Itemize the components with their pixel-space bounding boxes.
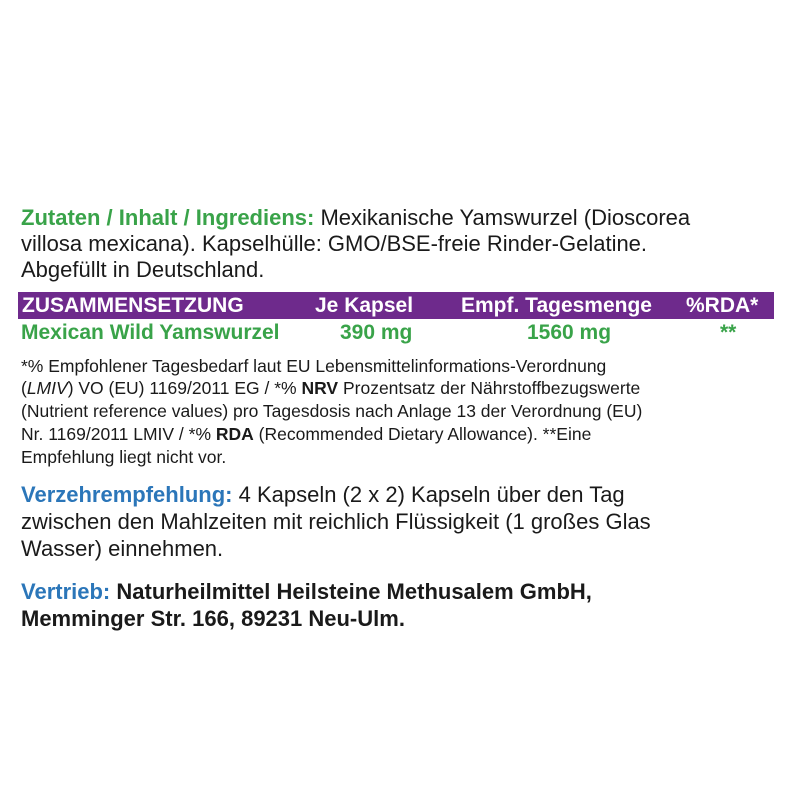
- header-daily-amount: Empf. Tagesmenge: [461, 294, 652, 317]
- recommendation-line-1: [21, 481, 625, 508]
- recommendation-line-3: Wasser) einnehmen.: [21, 536, 224, 561]
- ingredients-line-1: [21, 205, 690, 231]
- recommendation-line-2: zwischen den Mahlzeiten mit reichlich Flüssigkeit (1 großes Glas: [21, 509, 651, 534]
- footnote-text: Nr. 1169/2011 LMIV / *%: [21, 424, 216, 444]
- footnote-line-2: [21, 377, 640, 399]
- row-daily-amount: 1560 mg: [527, 321, 612, 344]
- footnote-line-1: *% Empfohlener Tagesbedarf laut EU Lebensmittelinformations-Verordnung: [21, 356, 607, 376]
- footnote-line-3: (Nutrient reference values) pro Tagesdosis nach Anlage 13 der Verordnung (EU): [21, 401, 643, 421]
- footnote-text: Prozentsatz der Nährstoffbezugswerte: [338, 378, 641, 398]
- row-per-capsule: 390 mg: [340, 321, 413, 344]
- ingredients-label: Zutaten / Inhalt / Ingrediens:: [21, 205, 315, 230]
- row-ingredient-name: Mexican Wild Yamswurzel: [21, 321, 280, 344]
- footnote-text: (: [21, 378, 27, 398]
- footnote-nrv: NRV: [301, 378, 339, 398]
- ingredients-line-3: Abgefüllt in Deutschland.: [21, 257, 265, 282]
- composition-table-header: [18, 292, 774, 319]
- distribution-line-2: Memminger Str. 166, 89231 Neu-Ulm.: [21, 606, 405, 631]
- ingredients-line-2: villosa mexicana). Kapselhülle: GMO/BSE-freie Rinder-Gelatine.: [21, 231, 648, 256]
- header-rda: %RDA*: [686, 294, 759, 317]
- distribution-label: Vertrieb:: [21, 579, 111, 604]
- distribution-text: Naturheilmittel Heilsteine Methusalem GmbH,: [110, 579, 592, 604]
- recommendation-label: Verzehrempfehlung:: [21, 482, 233, 507]
- distribution-line-1: [21, 578, 592, 605]
- footnote-line-4: [21, 423, 591, 445]
- recommendation-text: 4 Kapseln (2 x 2) Kapseln über den Tag: [232, 482, 625, 507]
- header-per-capsule: Je Kapsel: [315, 294, 414, 317]
- footnote-line-5: Empfehlung liegt nicht vor.: [21, 447, 227, 467]
- footnote-text: ) VO (EU) 1169/2011 EG / *%: [67, 378, 302, 398]
- footnote-text: (Recommended Dietary Allowance). **Eine: [253, 424, 592, 444]
- row-rda: **: [720, 321, 737, 344]
- footnote-rda: RDA: [215, 424, 254, 444]
- ingredients-text: Mexikanische Yamswurzel (Dioscorea: [314, 205, 691, 230]
- header-composition: ZUSAMMENSETZUNG: [22, 294, 244, 317]
- footnote-lmiv: LMIV: [26, 378, 68, 398]
